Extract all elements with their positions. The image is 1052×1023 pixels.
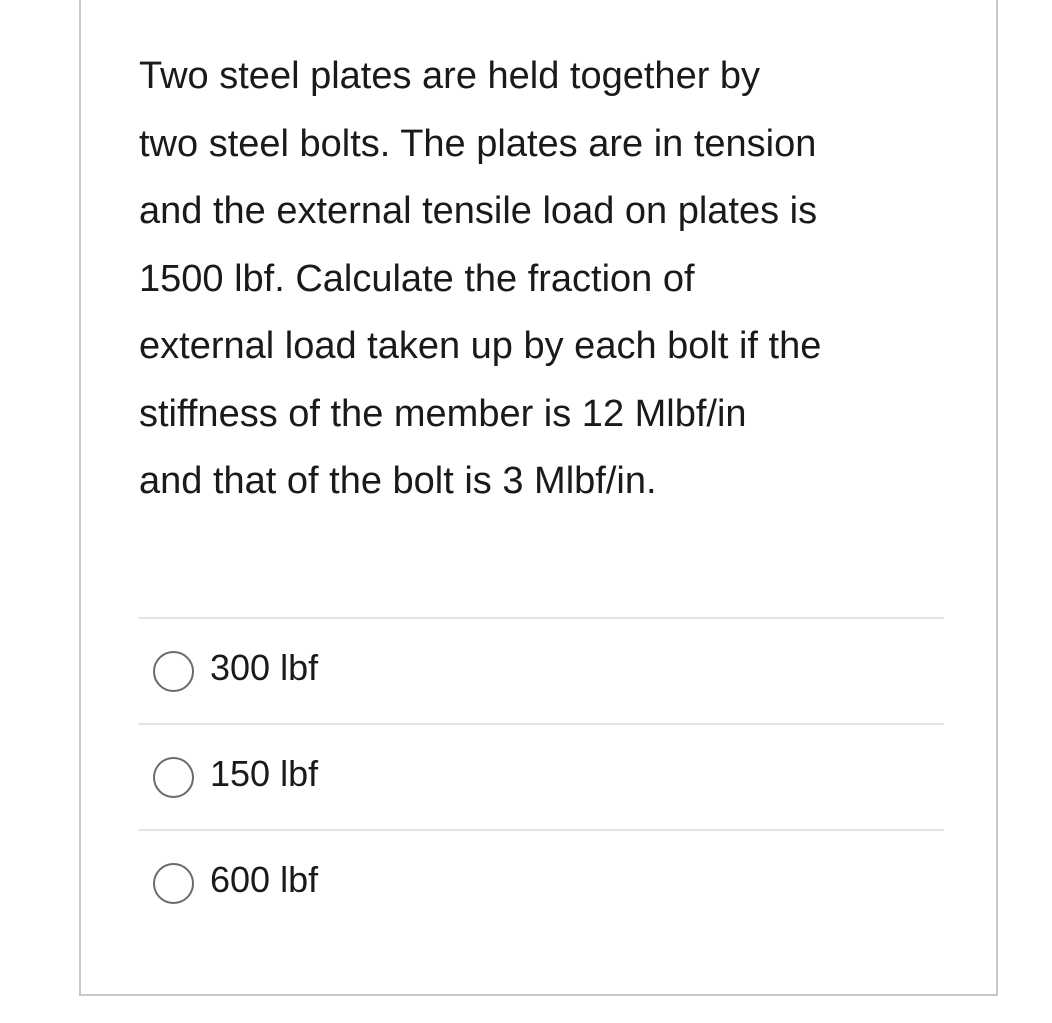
question-line: 1500 lbf. Calculate the fraction of xyxy=(139,257,695,300)
answer-label[interactable]: 300 lbf xyxy=(210,647,319,688)
question-line: two steel bolts. The plates are in tension xyxy=(139,122,817,165)
question-line: external load taken up by each bolt if the xyxy=(139,325,822,367)
radio-button-icon[interactable] xyxy=(153,757,194,798)
question-line: stiffness of the member is 12 Mlbf/in xyxy=(139,392,747,435)
question-card xyxy=(79,0,998,996)
question-line: and the external tensile load on plates is xyxy=(139,190,818,232)
answer-option-1[interactable] xyxy=(138,617,944,723)
answer-label[interactable]: 150 lbf xyxy=(210,753,319,794)
question-line: Two steel plates are held together by xyxy=(139,55,761,97)
answer-option-3[interactable] xyxy=(138,829,944,935)
question-line: and that of the bolt is 3 Mlbf/in. xyxy=(139,460,657,502)
radio-button-icon[interactable] xyxy=(153,651,194,692)
radio-button-icon[interactable] xyxy=(153,863,194,904)
question-text xyxy=(139,43,959,516)
answer-option-2[interactable] xyxy=(138,723,944,829)
answer-options xyxy=(138,617,944,935)
answer-label[interactable]: 600 lbf xyxy=(210,859,319,900)
